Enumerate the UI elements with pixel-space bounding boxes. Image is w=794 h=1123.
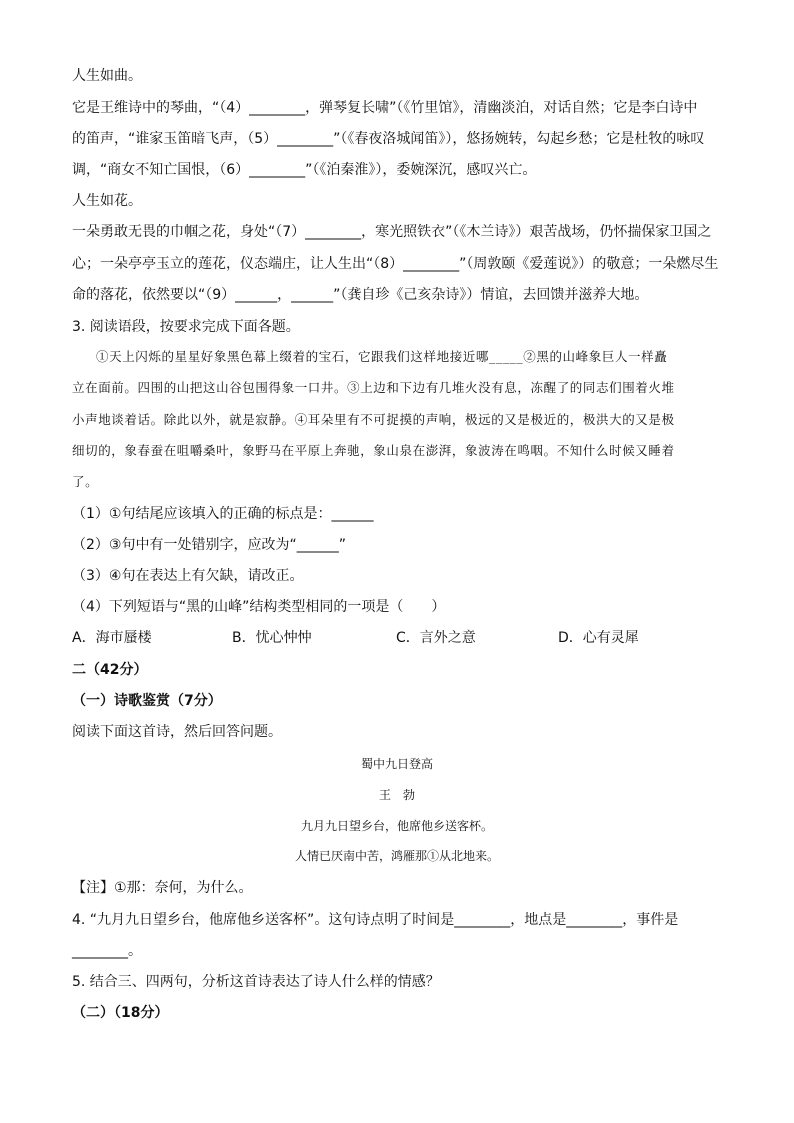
text-line: 心；一朵亭亭玉立的莲花，仪态端庄，让人生出“（8）________”（周敦颐《爱莲说》）的敬意；一朵燃尽生 (72, 256, 719, 272)
option-b: B．忧心忡忡 (232, 630, 312, 646)
sub-question-2: （2）③句中有一处错别字，应改为“______” (72, 537, 346, 553)
question-4-continued: ________。 (72, 943, 142, 959)
passage-line: 小声地谈着话。除此以外，就是寂静。④耳朵里有不可捉摸的声响，极远的又是极近的，极洪大的又是极 (72, 412, 675, 427)
text-line: 命的落花，依然要以“（9）______，______”（龚自珍《己亥杂诗》）情谊，去回馈并滋养大地。 (72, 287, 649, 303)
option-a: A．海市蜃楼 (72, 630, 152, 646)
question-4: 4. “九月九日望乡台，他席他乡送客杯”。这句诗点明了时间是________，地点是________，事件是 (72, 912, 679, 928)
section-2-1-heading: （一）诗歌鉴赏（7分） (72, 693, 222, 709)
text-line: 调，“商女不知亡国恨，（6）________”（《泊秦淮》），委婉深沉，感叹兴亡。 (72, 162, 537, 178)
passage-line: 了。 (72, 474, 99, 489)
passage-line: 细切的，象春蚕在咀嚼桑叶，象野马在平原上奔驰，象山泉在澎湃，象波涛在鸣咽。不知什么时候又睡着 (72, 443, 675, 458)
text-line: 的笛声，“谁家玉笛暗飞声，（5）________”（《春夜洛城闻笛》），悠扬婉转，勾起乡愁；它是杜牧的咏叹 (72, 131, 705, 147)
poem-author: 王 勃 (378, 788, 415, 802)
text-line: 人生如曲。 (72, 68, 142, 84)
poem-line: 九月九日望乡台，他席他乡送客杯。 (300, 819, 493, 833)
question-3-heading: 3. 阅读语段，按要求完成下面各题。 (72, 319, 300, 335)
passage-line: ①天上闪烁的星星好象黑色幕上缀着的宝石，它跟我们这样地接近哪_____②黑的山峰象巨人一样矗 (96, 349, 668, 364)
sub-question-3: （3）④句在表达上有欠缺，请改正。 (72, 568, 304, 584)
poem-title: 蜀中九日登高 (360, 757, 433, 771)
section-2-heading: 二（42分） (72, 662, 148, 678)
text-line: 人生如花。 (72, 193, 142, 209)
passage-line: 立在面前。四围的山把这山谷包围得象一口井。③上边和下边有几堆火没有息，冻醒了的同志们围着火堆 (72, 380, 675, 395)
poem-intro: 阅读下面这首诗，然后回答问题。 (72, 724, 282, 740)
text-line: 它是王维诗中的琴曲，“（4）________，弹琴复长啸”（《竹里馆》，清幽淡泊，对话自然；它是李白诗中 (72, 100, 698, 116)
poem-line: 人情已厌南中苦，鸿雁那①从北地来。 (294, 849, 499, 863)
poem-note: 【注】①那：奈何，为什么。 (72, 880, 253, 896)
text-line: 一朵勇敢无畏的巾帼之花，身处“（7）________，寒光照铁衣”（《木兰诗》）艰苦战场，仍怀揣保家卫国之 (72, 224, 712, 240)
question-5: 5. 结合三、四两句，分析这首诗表达了诗人什么样的情感？ (72, 974, 440, 990)
sub-question-4: （4）下列短语与“黑的山峰”结构类型相同的一项是（ ） (72, 599, 446, 615)
sub-question-1: （1）①句结尾应该填入的正确的标点是：______ (72, 506, 374, 522)
option-c: C．言外之意 (396, 630, 476, 646)
section-2-2-heading: （二）（18分） (72, 1005, 169, 1021)
option-d: D．心有灵犀 (558, 630, 639, 646)
